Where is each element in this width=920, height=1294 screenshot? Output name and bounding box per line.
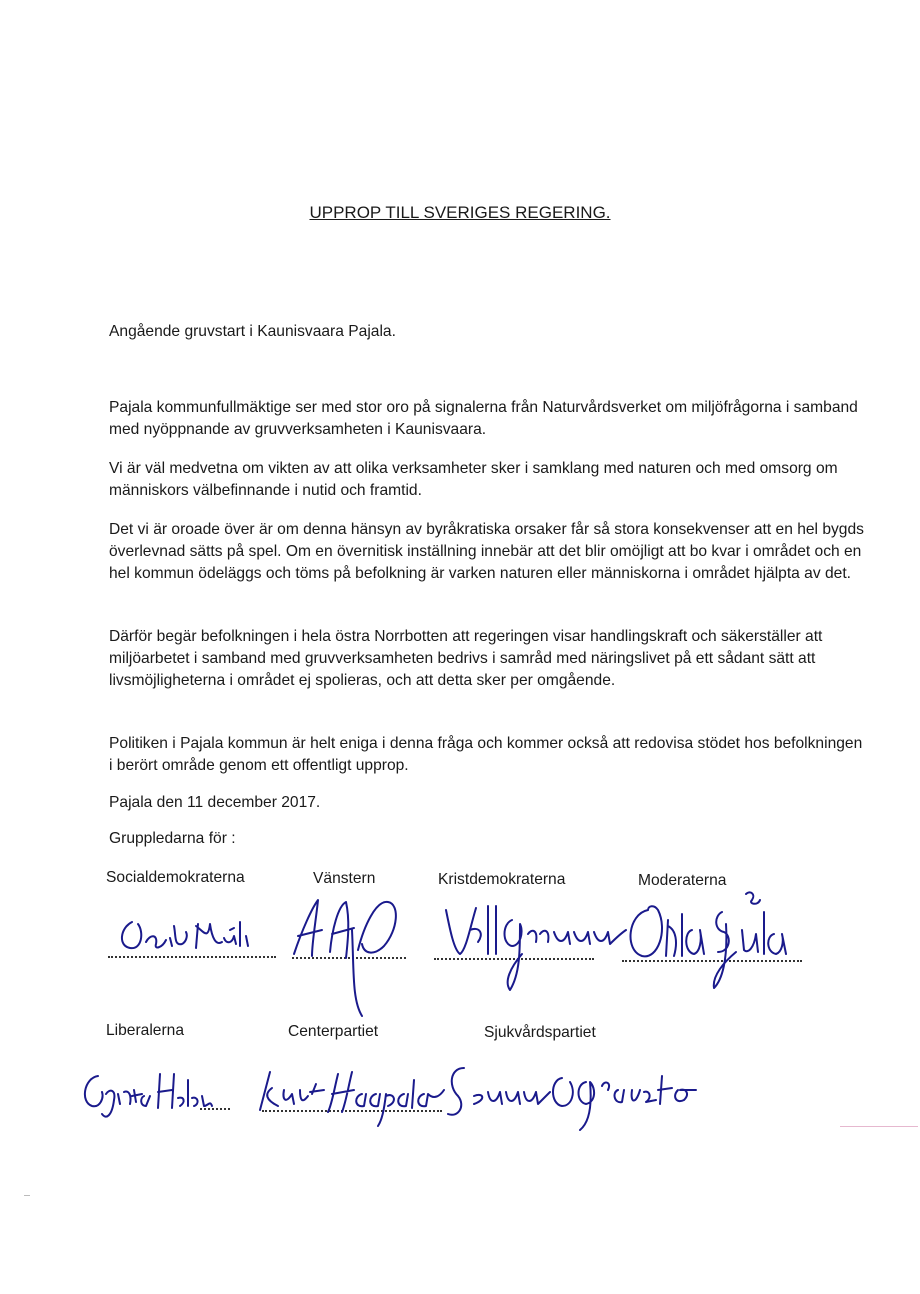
signature-kristdemokraterna — [440, 890, 640, 1000]
scan-mark — [24, 1195, 30, 1196]
signature-centerpartiet — [254, 1060, 464, 1130]
paragraph-1: Pajala kommunfullmäktige ser med stor oro på signalerna från Naturvårdsverket om miljöfrågorna i samband med nyöppnande av gruvverksamheten i Kaunisvaara. — [109, 399, 858, 438]
signature-sjukvardspartiet — [444, 1056, 744, 1136]
paragraph-5: Politiken i Pajala kommun är helt eniga i denna fråga och kommer också att redovisa stödet hos befolkningen i berört område genom ett offentligt upprop. — [109, 735, 863, 774]
subject-line: Angående gruvstart i Kaunisvaara Pajala. — [109, 323, 396, 340]
party-label-liberalerna: Liberalerna — [106, 1022, 185, 1039]
signatories-intro: Gruppledarna för : — [109, 830, 236, 847]
paragraph-3: Det vi är oroade över är om denna hänsyn av byråkratiska orsaker får så stora konsekvenser att en hel bygds överlevnad sätts på spel. Om en övernitisk inställning innebär att det blir omöjligt att bo kvar i området och en hel kommun ödeläggs och töms på befolkning är varken naturen eller människorna i området hjälpta av det. — [109, 521, 864, 582]
date-line: Pajala den 11 december 2017. — [109, 794, 321, 811]
signature-moderaterna — [618, 890, 808, 990]
scan-mark — [840, 1126, 918, 1127]
party-label-socialdemokraterna: Socialdemokraterna — [106, 869, 245, 886]
party-label-moderaterna: Moderaterna — [638, 872, 727, 889]
signature-vanstern — [288, 890, 418, 1030]
paragraph-4: Därför begär befolkningen i hela östra Norrbotten att regeringen visar handlingskraft och säkerställer att miljöarbetet i samband med gruvverksamheten bedrivs i samråd med näringslivet på ett sådant sätt att livsmöjligheterna i området ej spolieras, och att detta sker per omgående. — [109, 628, 823, 689]
party-label-vanstern: Vänstern — [313, 870, 376, 887]
party-label-centerpartiet: Centerpartiet — [288, 1023, 379, 1040]
party-label-kristdemokraterna: Kristdemokraterna — [438, 871, 566, 888]
signature-socialdemokraterna — [112, 902, 272, 962]
party-label-sjukvardspartiet: Sjukvårdspartiet — [484, 1024, 596, 1041]
document-title: UPPROP TILL SVERIGES REGERING. — [309, 203, 611, 222]
signature-liberalerna — [76, 1062, 216, 1122]
paragraph-2: Vi är väl medvetna om vikten av att olika verksamheter sker i samklang med naturen och med omsorg om människors välbefinnande i nutid och framtid. — [109, 460, 838, 499]
